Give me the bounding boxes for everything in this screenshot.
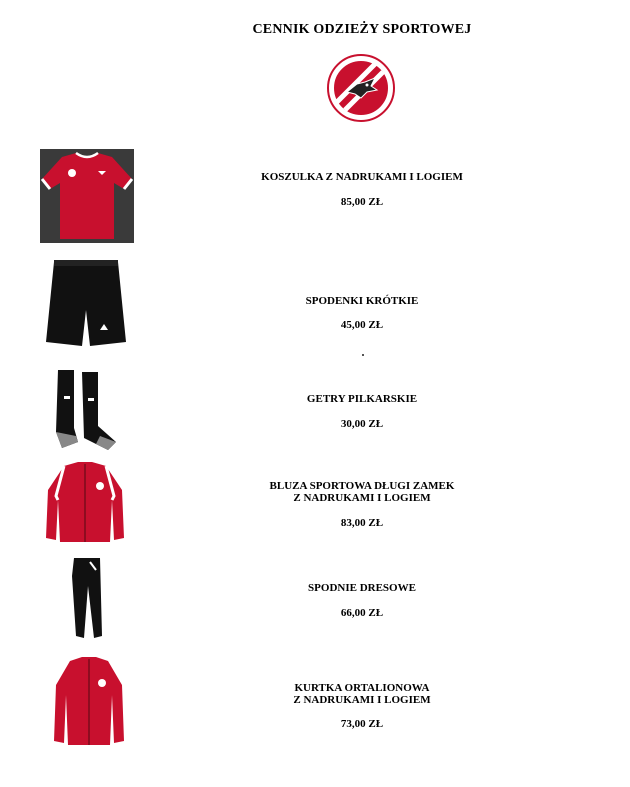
item-name-line-2: Z NADRUKAMI I LOGIEM — [293, 694, 431, 706]
socks-icon — [52, 368, 130, 452]
track-pants-icon — [70, 556, 104, 640]
item-name: SPODENKI KRÓTKIE — [305, 295, 419, 307]
jersey-icon — [40, 149, 134, 243]
track-jacket-icon — [44, 460, 126, 544]
item-price: 73,00 ZŁ — [340, 718, 384, 730]
item-name — [232, 682, 492, 706]
item-price: 30,00 ZŁ — [340, 418, 384, 430]
item-name-line-1: BLUZA SPORTOWA DŁUGI ZAMEK — [269, 480, 455, 492]
item-name-line-1: KURTKA ORTALIONOWA — [294, 682, 430, 694]
item-price: 66,00 ZŁ — [340, 607, 384, 619]
item-price: 83,00 ZŁ — [340, 517, 384, 529]
item-name-line-2: Z NADRUKAMI I LOGIEM — [293, 492, 431, 504]
item-name: GETRY PILKARSKIE — [306, 393, 418, 405]
club-logo — [327, 54, 395, 122]
shorts-icon — [44, 258, 128, 350]
page-title: CENNIK ODZIEŻY SPORTOWEJ — [252, 22, 472, 37]
stray-dot — [362, 354, 364, 356]
item-name: KOSZULKA Z NADRUKAMI I LOGIEM — [261, 171, 463, 183]
rain-jacket-icon — [52, 655, 126, 747]
item-price: 85,00 ZŁ — [340, 196, 384, 208]
item-name — [232, 480, 492, 504]
item-name: SPODNIE DRESOWE — [308, 582, 416, 594]
item-price: 45,00 ZŁ — [340, 319, 384, 331]
